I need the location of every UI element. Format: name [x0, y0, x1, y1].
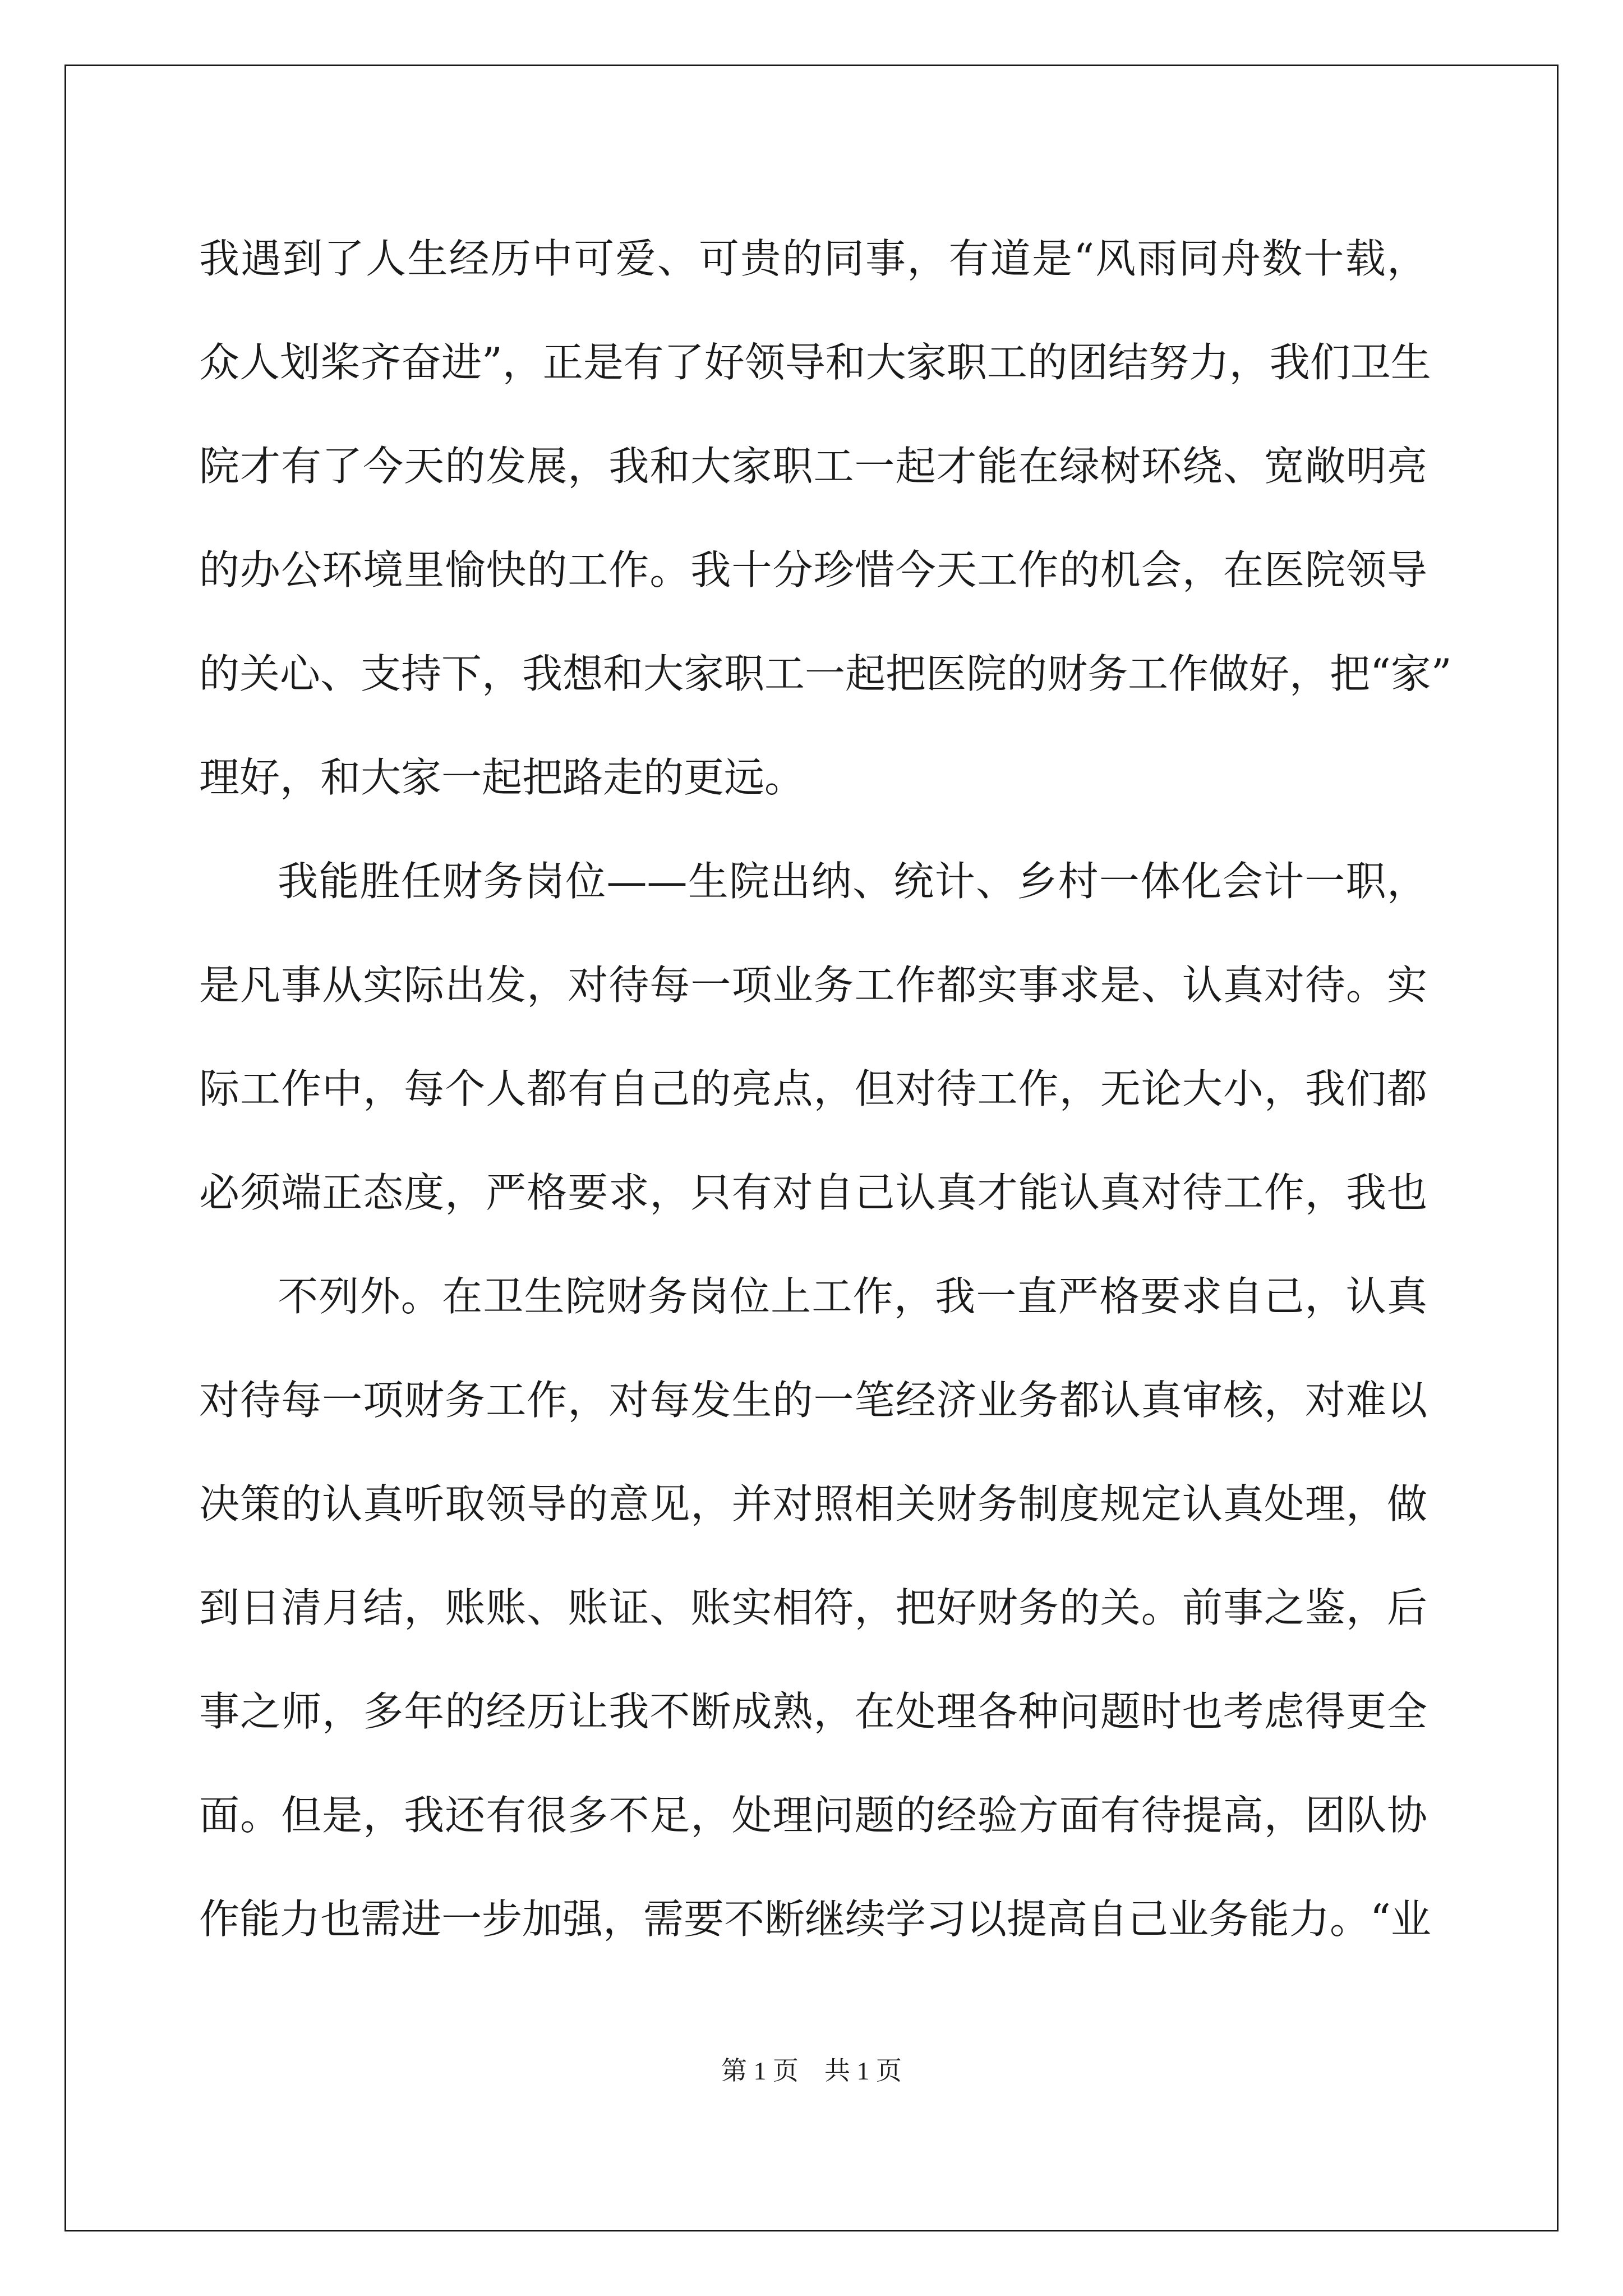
text-line: 对待每一项财务工作，对每发生的一笔经济业务都认真审核，对难以	[199, 1377, 1427, 1424]
text-line: 理好，和大家一起把路走的更远。	[199, 754, 805, 801]
text-line: 众人划桨齐奋进”，正是有了好领导和大家职工的团结努力，我们卫生	[199, 339, 1431, 386]
text-line: 事之师，多年的经历让我不断成熟，在处理各种问题时也考虑得更全	[199, 1688, 1427, 1735]
text-line: 到日清月结，账账、账证、账实相符，把好财务的关。前事之鉴，后	[199, 1584, 1427, 1631]
text-line: 面。但是，我还有很多不足，处理问题的经验方面有待提高，团队协	[199, 1792, 1427, 1839]
page-footer: 第 1 页 共 1 页	[721, 2056, 902, 2085]
text-line: 必须端正态度，严格要求，只有对自己认真才能认真对待工作，我也	[199, 1169, 1427, 1216]
text-line: 的办公环境里愉快的工作。我十分珍惜今天工作的机会，在医院领导	[199, 546, 1427, 593]
text-line: 是凡事从实际出发，对待每一项业务工作都实事求是、认真对待。实	[199, 961, 1427, 1009]
text-line: 决策的认真听取领导的意见，并对照相关财务制度规定认真处理，做	[199, 1480, 1427, 1527]
text-line: 作能力也需进一步加强，需要不断继续学习以提高自己业务能力。“业	[199, 1895, 1431, 1943]
text-line: 的关心、支持下，我想和大家职工一起把医院的财务工作做好，把“家”	[199, 650, 1452, 697]
text-line: 不列外。在卫生院财务岗位上工作，我一直严格要求自己，认真	[278, 1273, 1427, 1320]
text-line: 我遇到了人生经历中可爱、可贵的同事，有道是“风雨同舟数十载，	[199, 235, 1427, 282]
text-line: 我能胜任财务岗位——生院出纳、统计、乡村一体化会计一职，	[278, 858, 1427, 905]
text-line: 院才有了今天的发展，我和大家职工一起才能在绿树环绕、宽敞明亮	[199, 443, 1427, 490]
text-line: 际工作中，每个人都有自己的亮点，但对待工作，无论大小，我们都	[199, 1065, 1427, 1112]
